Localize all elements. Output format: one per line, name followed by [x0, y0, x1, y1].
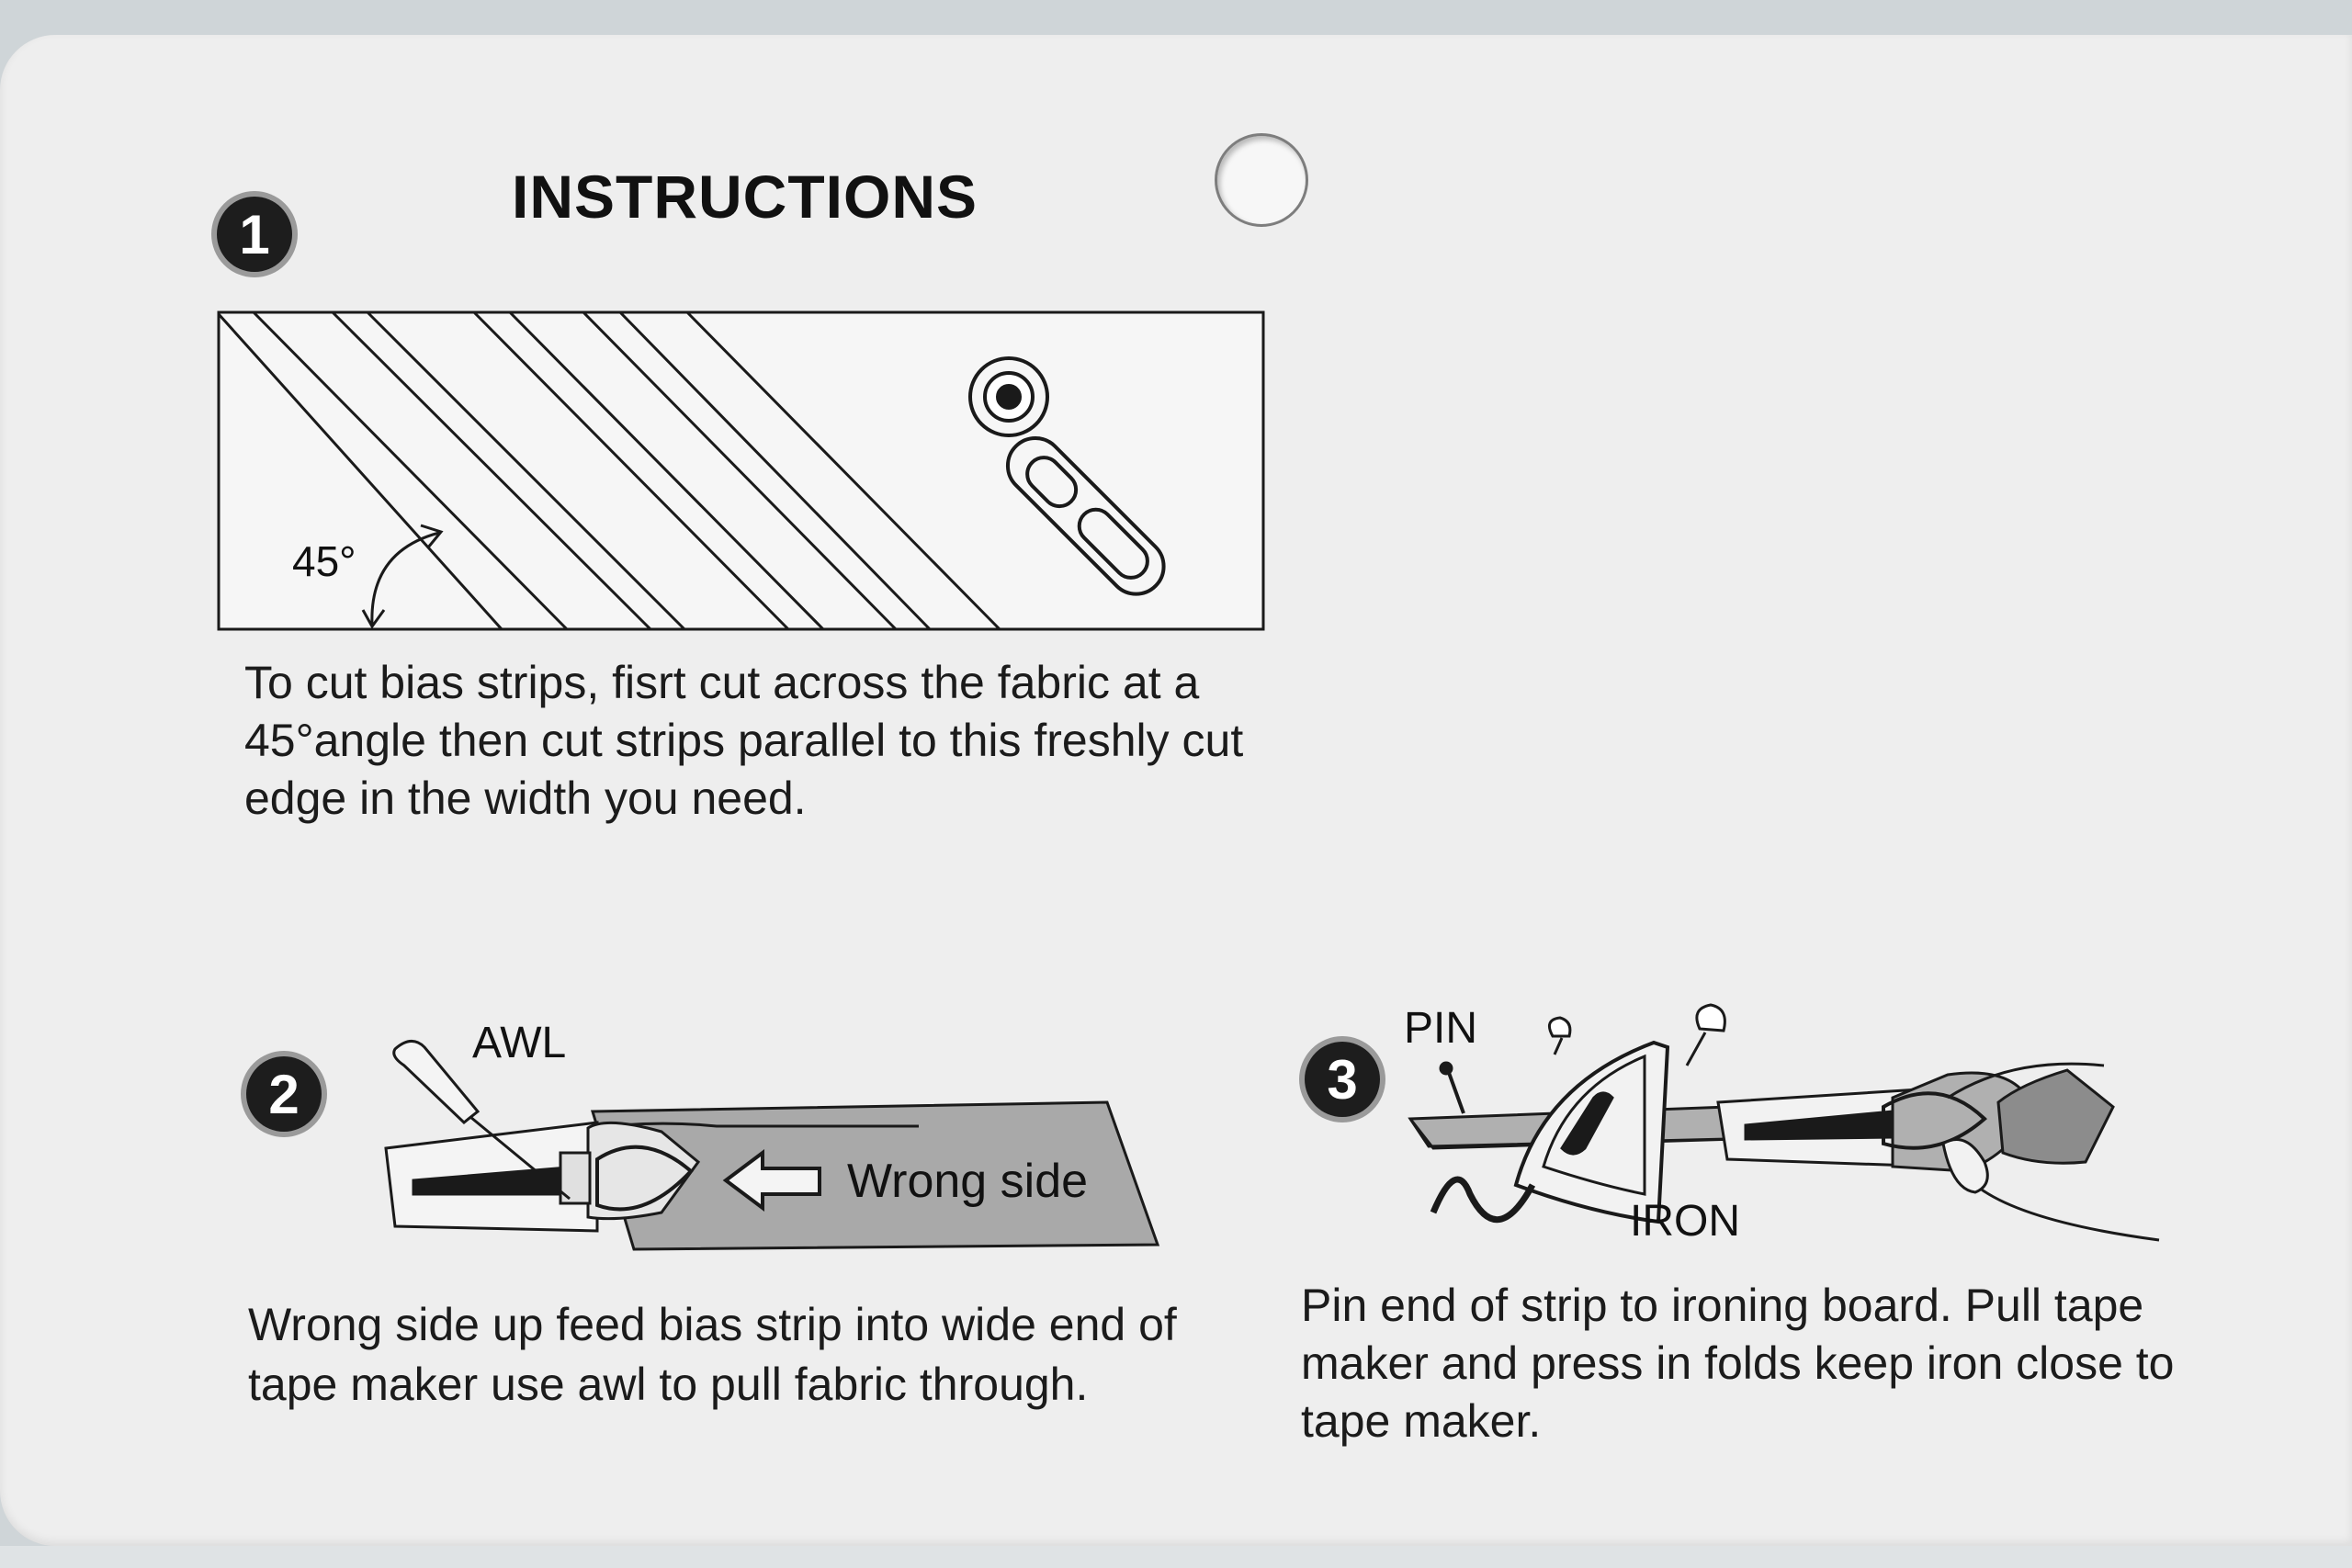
step-1-number-badge: 1: [217, 197, 292, 272]
pin-label: PIN: [1404, 1004, 1478, 1053]
step-2-number-badge: 2: [246, 1056, 322, 1132]
angle-label: 45°: [292, 537, 356, 585]
iron-label: IRON: [1630, 1197, 1740, 1246]
step-1-text: To cut bias strips, fisrt cut across the fabric at a 45°angle then cut strips parallel to this freshly cut edge in the width you need.: [244, 657, 1244, 824]
tape-maker-feeding-illustration: [386, 1041, 1158, 1249]
step-3-text: Pin end of strip to ironing board. Pull tape maker and press in folds keep iron close to tape maker.: [1301, 1280, 2175, 1447]
awl-label: AWL: [472, 1019, 567, 1067]
wrong-side-label: Wrong side: [847, 1155, 1089, 1208]
step-3-number-badge: 3: [1305, 1042, 1380, 1117]
page-title: INSTRUCTIONS: [512, 163, 978, 231]
step-2-text: Wrong side up feed bias strip into wide end of tape maker use awl to pull fabric through.: [248, 1299, 1177, 1410]
fabric-cutting-illustration: [219, 312, 1263, 629]
ironing-illustration: [1410, 1005, 2159, 1240]
